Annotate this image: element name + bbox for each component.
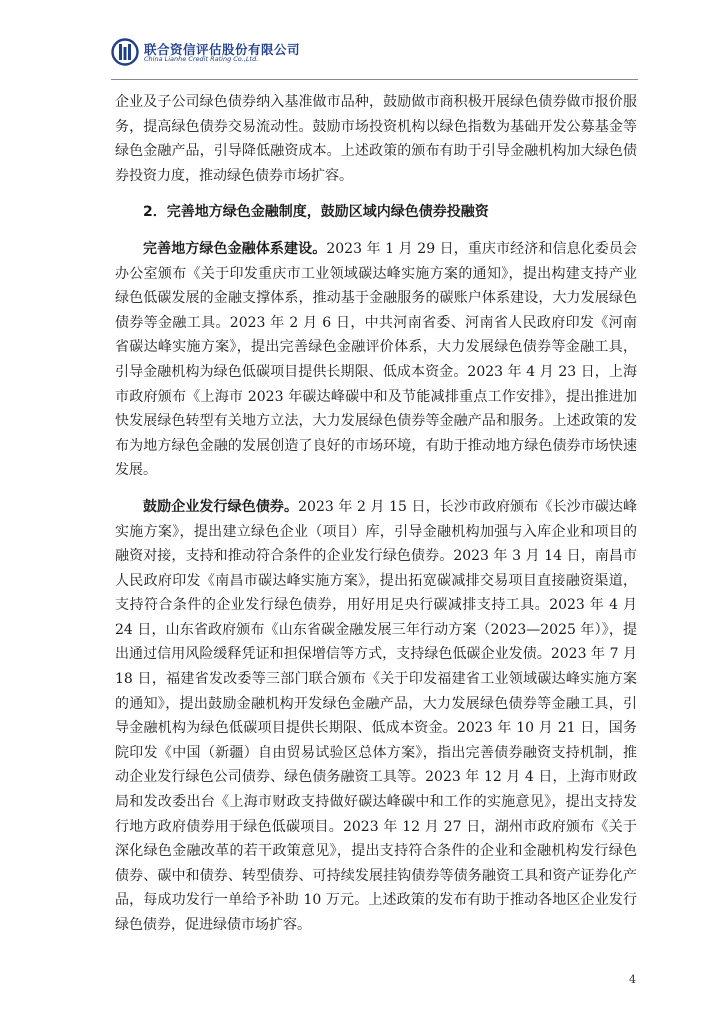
paragraph-lead: 完善地方绿色金融体系建设。 — [143, 240, 327, 257]
lianhe-logo-icon — [111, 38, 139, 66]
section-heading: 2．完善地方绿色金融制度，鼓励区域内绿色债券投融资 — [143, 204, 489, 221]
paragraph-text: 2023 年 1 月 29 日，重庆市经济和信息化委员会办公室颁布《关于印发重庆市工业领域碳达峰实施方案的通知》，提出构建支持产业绿色低碳发展的金融支撑体系，推动基于金融服务的碳账户体系建设，大力发展绿色债券等金融工具。2023 年 2 月 6 日，中共河南省委、河南省人民政府印发《河南省碳达峰实施方案》，提出完善绿色金融评价体系，大力发展绿色债券等金融工具，引导金融机构为绿色低碳项目提供长期限、低成本资金。2023 年 4 月 23 日，上海市政府颁布《上海市 2023 年碳达峰碳中和及节能减排重点工作安排》，提出推进加快发展绿色转型有关地方立法，大力发展绿色债券等金融产品和服务。上述政策的发布为地方绿色金融的发展创造了良好的市场环境，有助于推动地方绿色债券市场快速发展。 — [115, 240, 637, 479]
paragraph-lead: 鼓励企业发行绿色债券。 — [143, 498, 299, 515]
company-name-cn: 联合资信评估股份有限公司 — [144, 42, 301, 57]
paragraph-text: 2023 年 2 月 15 日，长沙市政府颁布《长沙市碳达峰实施方案》，提出建立绿色企业（项目）库，引导金融机构加强与入库企业和项目的融资对接，支持和推动符合条件的企业发行绿色债券。2023 年 3 月 14 日，南昌市人民政府印发《南昌市碳达峰实施方案》，提出拓宽碳减排交易项目直接融资渠道，支持符合条件的企业发行绿色债券，用好用足央行碳减排支持工具。2023 年 4 月 24 日，山东省政府颁布《山东省碳金融发展三年行动方案（2023—2025 年）》，提出通过信用风险缓释凭证和担保增信等方式，支持绿色低碳企业发债。2023 年 7 月 18 日，福建省发改委等三部门联合颁布《关于印发福建省工业领域碳达峰实施方案的通知》，提出鼓励金融机构开发绿色金融产品，大力发展绿色债券等金融工具，引导金融机构为绿色低碳项目提供长期限、低成本资金。2023 年 10 月 21 日，国务院印发《中国（新疆）自由贸易试验区总体方案》，指出完善债券融资支持机制，推动企业发行绿色公司债券、绿色债务融资工具等。2023 年 12 月 4 日，上海市财政局和发改委出台《上海市财政支持做好碳达峰碳中和工作的实施意见》，提出支持发行地方政府债券用于绿色低碳项目。2023 年 12 月 27 日，湖州市政府颁布《关于深化绿色金融改革的若干政策意见》，提出支持符合条件的企业和金融机构发行绿色债券、碳中和债券、转型债券、可持续发展挂钩债券等债务融资工具和资产证券化产品，每成功发行一单给予补助 10 万元。上述政策的发布有助于推动各地区企业发行绿色债券，促进绿债市场扩容。 — [115, 498, 638, 933]
document-body — [115, 90, 637, 950]
company-name-en: China Lianhe Credit Rating Co.,Ltd. — [144, 55, 259, 63]
paragraph-encourage-issuance — [115, 495, 637, 938]
page-header — [111, 38, 411, 78]
header-divider — [111, 79, 638, 80]
page-number: 4 — [629, 973, 636, 986]
paragraph-continued: 企业及子公司绿色债券纳入基准做市品种，鼓励做市商积极开展绿色债券做市报价服务，提高绿色债券交易流动性。鼓励市场投资机构以绿色指数为基础开发公募基金等绿色金融产品，引导降低融资成本。上述政策的颁布有助于引导金融机构加大绿色债券投资力度，推动绿色债券市场扩容。 — [115, 94, 637, 184]
paragraph-local-green-finance — [115, 237, 637, 483]
